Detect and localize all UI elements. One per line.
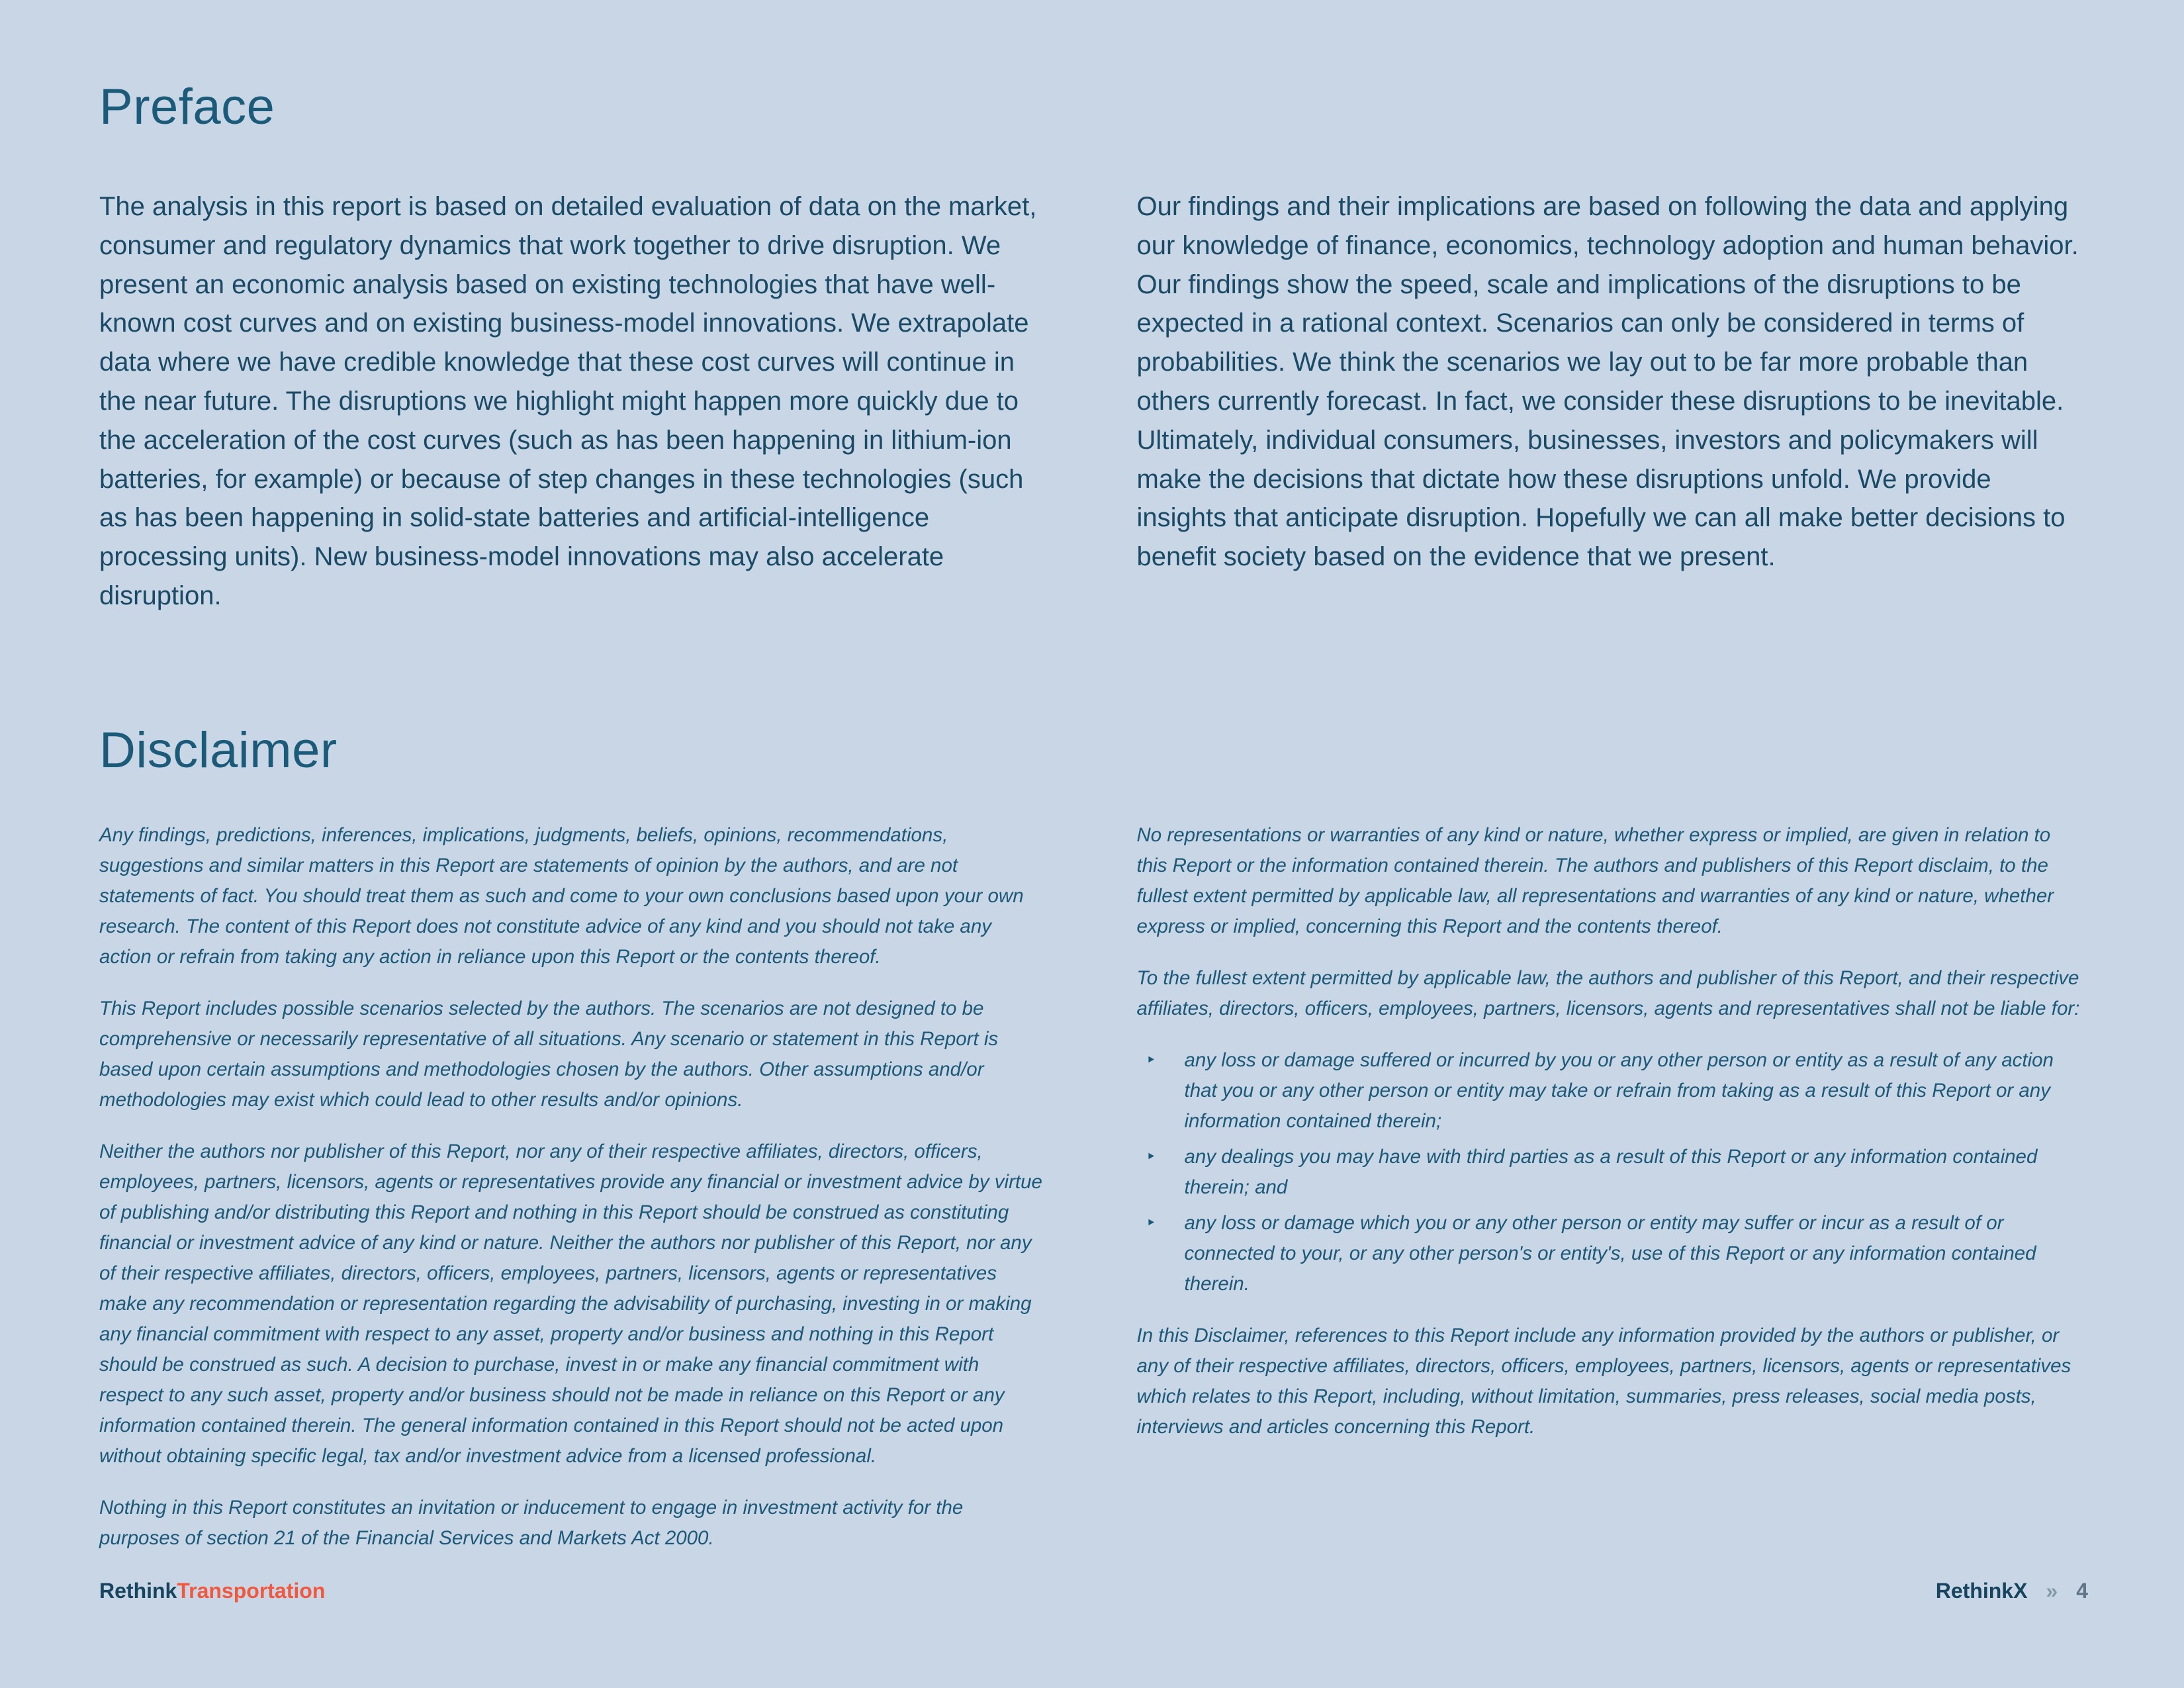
list-item	[1137, 1208, 2085, 1299]
disclaimer-column-right	[1137, 820, 2085, 1554]
disclaimer-section	[99, 722, 2085, 1554]
preface-section	[99, 78, 2085, 616]
bullet-text: any loss or damage which you or any other person or entity may suffer or incur as a result of or connected to your, or any other person's or entity's, use of this Report or any information contained therein.	[1184, 1211, 2036, 1295]
bullet-arrow-icon: ‣	[1146, 1146, 1156, 1166]
preface-column-left: The analysis in this report is based on detailed evaluation of data on the market, consumer and regulatory dynamics that work together to drive disruption. We present an economic analysis based on existing technologies that have well-known cost curves and on existing business-model innovations. We extrapolate data where we have credible knowledge that these cost curves will continue in the near future. The disruptions we highlight might happen more quickly due to the acceleration of the cost curves (such as has been happening in lithium-ion batteries, for example) or because of step changes in these technologies (such as has been happening in solid-state batteries and artificial-intelligence processing units). New business-model innovations may also accelerate disruption.	[99, 192, 1037, 610]
preface-column-right: Our findings and their implications are based on following the data and applying our knowledge of finance, economics, technology adoption and human behavior. Our findings show the speed, scale and implications of the disruptions to be expected in a rational context. Scenarios can only be considered in terms of probabilities. We think the scenarios we lay out to be far more probable than others currently forecast. In fact, we consider these disruptions to be inevitable. Ultimately, individual consumers, businesses, investors and policymakers will make the decisions that dictate how these disruptions unfold. We provide insights that anticipate disruption. Hopefully we can all make better decisions to benefit society based on the evidence that we present.	[1136, 192, 2079, 572]
footer-right	[1936, 1579, 2088, 1603]
footer-brand-rethink: Rethink	[99, 1579, 177, 1603]
preface-columns	[99, 187, 2085, 616]
page-number: 4	[2076, 1579, 2088, 1603]
footer-brand-transportation: Transportation	[177, 1579, 326, 1603]
preface-heading: Preface	[99, 79, 275, 135]
disclaimer-paragraph: Nothing in this Report constitutes an invitation or inducement to engage in investment activity for the purposes of section 21 of the Financial Services and Markets Act 2000.	[99, 1497, 964, 1550]
disclaimer-paragraph: Any findings, predictions, inferences, implications, judgments, beliefs, opinions, recommendations, suggestions and similar matters in this Report are statements of opinion by the authors, and are not statements of fact. You should treat them as such and come to your own conclusions based upon your own research. The content of this Report does not constitute advice of any kind and you should not take any action or refrain from taking any action in reliance upon this Report or the contents thereof.	[99, 823, 1024, 968]
list-item	[1137, 1142, 2085, 1203]
disclaimer-bullet-list	[1137, 1045, 2085, 1299]
disclaimer-column-left	[99, 820, 1048, 1554]
bullet-arrow-icon: ‣	[1146, 1049, 1156, 1070]
disclaimer-paragraph: This Report includes possible scenarios selected by the authors. The scenarios are not designed to be comprehensive or necessarily representative of all situations. Any scenario or statement in this Report is based upon certain assumptions and methodologies chosen by the authors. Other assumptions and/or methodologies may exist which could lead to other results and/or opinions.	[99, 997, 999, 1111]
disclaimer-paragraph: To the fullest extent permitted by applicable law, the authors and publisher of this Report, and their respective affiliates, directors, officers, employees, partners, licensors, agents and representatives shall not be liable for:	[1136, 966, 2080, 1019]
bullet-text: any dealings you may have with third parties as a result of this Report or any information contained therein; and	[1184, 1145, 2038, 1198]
page-footer	[99, 1579, 2088, 1603]
disclaimer-columns	[99, 820, 2085, 1554]
footer-brand-rethinkx: RethinkX	[1935, 1579, 2028, 1603]
disclaimer-paragraph: No representations or warranties of any kind or nature, whether express or implied, are given in relation to this Report or the information contained therein. The authors and publishers of this Report disclaim, to the fullest extent permitted by applicable law, all representations and warranties of any kind or nature, whether express or implied, concerning this Report and the contents thereof.	[1136, 823, 2054, 937]
bullet-text: any loss or damage suffered or incurred by you or any other person or entity as a result of any action that you or any other person or entity may take or refrain from taking as a result of this Report or any information contained therein;	[1184, 1049, 2054, 1132]
list-item	[1137, 1045, 2085, 1137]
bullet-arrow-icon: ‣	[1146, 1212, 1156, 1233]
footer-report-brand	[99, 1579, 325, 1603]
disclaimer-paragraph: In this Disclaimer, references to this Report include any information provided by the authors or publisher, or any of their respective affiliates, directors, officers, employees, partners, licensors, agents or representatives which relates to this Report, including, without limitation, summaries, press releases, social media posts, interviews and articles concerning this Report.	[1136, 1324, 2071, 1438]
footer-separator-icon: »	[2046, 1579, 2058, 1603]
disclaimer-paragraph: Neither the authors nor publisher of this Report, nor any of their respective affiliates, directors, officers, employees, partners, licensors, agents or representatives provide any financial or investment advice by virtue of publishing and/or distributing this Report and nothing in this Report should be construed as constituting financial or investment advice of any kind or nature. Neither the authors nor publisher of this Report, nor any of their respective affiliates, directors, officers, employees, partners, licensors, agents or representatives make any recommendation or representation regarding the advisability of purchasing, investing in or making any financial commitment with respect to any asset, property and/or business and nothing in this Report should be construed as such. A decision to purchase, invest in or make any financial commitment with respect to any such asset, property and/or business should not be made in reliance on this Report or any information contained therein. The general information contained in this Report should not be acted upon without obtaining specific legal, tax and/or investment advice from a licensed professional.	[99, 1140, 1042, 1468]
disclaimer-heading: Disclaimer	[99, 722, 338, 778]
